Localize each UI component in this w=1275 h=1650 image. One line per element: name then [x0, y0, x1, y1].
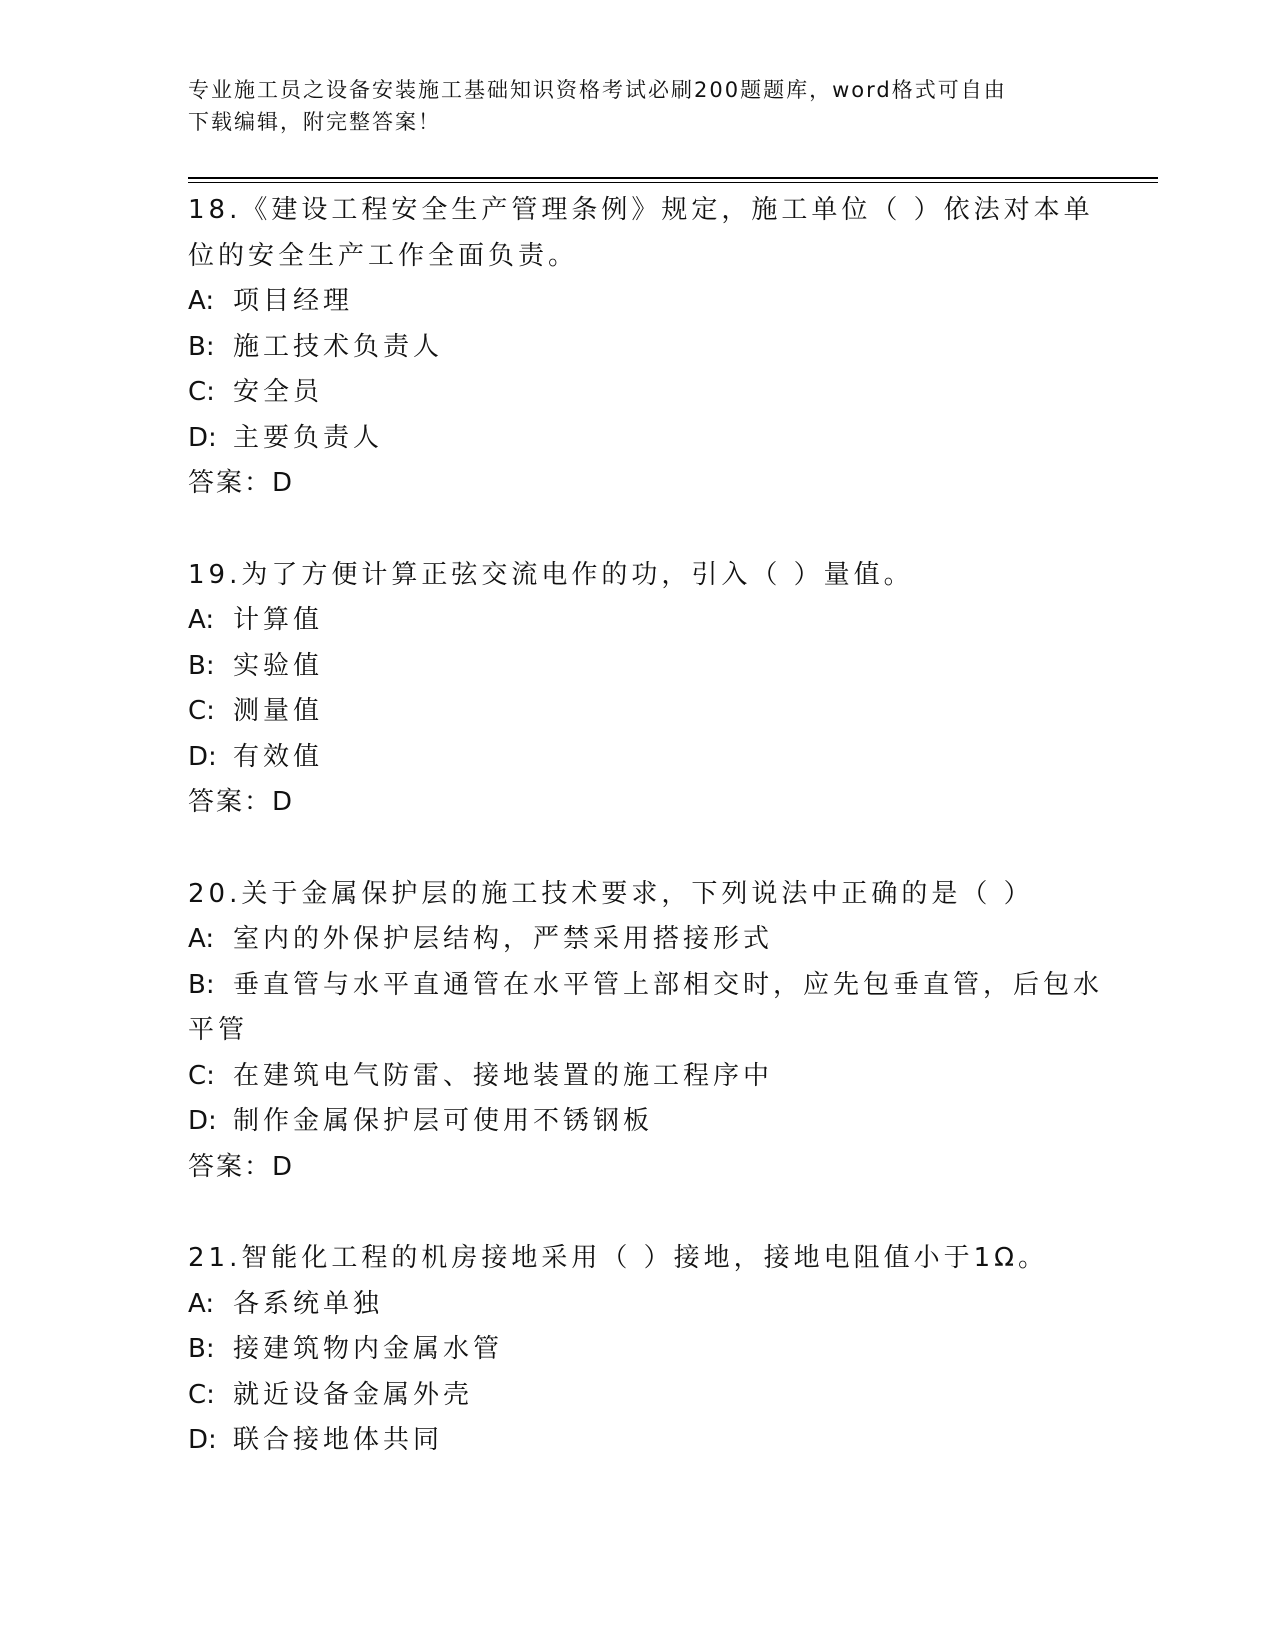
option-letter: D:: [188, 1425, 217, 1455]
question-19: [188, 553, 1088, 826]
option-d: [188, 1418, 1088, 1464]
option-b: [188, 325, 1088, 371]
header-line-1: 专业施工员之设备安装施工基础知识资格考试必刷200题题库，word格式可自由: [188, 78, 1007, 102]
option-letter: A:: [188, 1288, 215, 1319]
option-letter: B:: [188, 969, 215, 1000]
option-letter: A:: [188, 605, 215, 635]
option-text: 在建筑电气防雷、接地装置的施工程序中: [233, 1060, 774, 1091]
header-divider-thick: [188, 177, 1158, 179]
question-21: [188, 1236, 1088, 1464]
option-b: [188, 1327, 1088, 1373]
question-20: [188, 872, 1104, 1191]
option-letter: C:: [188, 1379, 215, 1410]
question-stem-line: 18.《建设工程安全生产管理条例》规定，施工单位（ ）依法对本单: [188, 195, 1094, 225]
option-d: [188, 735, 1088, 781]
option-letter: D:: [188, 422, 217, 453]
option-text: 安全员: [233, 377, 324, 407]
question-stem-line: 19.为了方便计算正弦交流电作的功，引入（ ）量值。: [188, 559, 914, 590]
option-text: 计算值: [233, 605, 324, 635]
option-text: 联合接地体共同: [233, 1425, 444, 1455]
option-letter: B:: [188, 1334, 215, 1364]
option-a: [188, 598, 1088, 644]
option-d: [188, 416, 1088, 462]
option-letter: C:: [188, 696, 215, 726]
option-letter: A:: [188, 924, 215, 954]
option-letter: C:: [188, 1060, 215, 1091]
option-letter: B:: [188, 331, 215, 362]
option-text: 有效值: [233, 741, 324, 772]
header-line-2: 下载编辑，附完整答案！: [188, 110, 441, 134]
option-letter: A:: [188, 286, 215, 316]
option-c: [188, 370, 1088, 416]
option-letter: C:: [188, 377, 215, 407]
option-a: [188, 1282, 1088, 1328]
question-stem-line: 21.智能化工程的机房接地采用（ ）接地，接地电阻值小于1Ω。: [188, 1243, 1049, 1273]
document-header: [188, 74, 1068, 138]
answer-label: 答案：D: [188, 1151, 295, 1182]
option-text: 室内的外保护层结构，严禁采用搭接形式: [233, 924, 774, 954]
option-a: [188, 279, 1088, 325]
option-text: 项目经理: [233, 286, 354, 316]
option-c: [188, 689, 1088, 735]
option-c: [188, 1054, 1088, 1100]
option-text: 垂直管与水平直通管在水平管上部相交时，应先包垂直管，后包水: [233, 969, 1104, 1000]
option-text: 施工技术负责人: [233, 331, 444, 362]
option-text: 各系统单独: [233, 1288, 384, 1319]
question-stem-line: 20.关于金属保护层的施工技术要求，下列说法中正确的是（ ）: [188, 878, 1034, 909]
option-letter: B:: [188, 650, 215, 681]
answer-label: 答案：D: [188, 468, 295, 498]
option-text: 主要负责人: [233, 422, 384, 453]
option-a: [188, 917, 1088, 963]
option-text: 测量值: [233, 696, 324, 726]
option-c: [188, 1373, 1088, 1419]
option-text: 接建筑物内金属水管: [233, 1334, 504, 1364]
answer-label: 答案：D: [188, 787, 295, 817]
option-d: [188, 1099, 1088, 1145]
question-list: [188, 188, 1104, 1464]
question-stem-line: 位的安全生产工作全面负责。: [188, 240, 579, 271]
option-b: [188, 644, 1088, 690]
option-b: [188, 963, 1104, 1009]
header-divider-thin: [188, 182, 1158, 183]
option-text: 就近设备金属外壳: [233, 1379, 474, 1410]
option-letter: D:: [188, 741, 217, 772]
question-18: [188, 188, 1094, 507]
option-text: 实验值: [233, 650, 324, 681]
option-letter: D:: [188, 1106, 217, 1136]
option-b-continued: 平管: [188, 1015, 249, 1045]
option-text: 制作金属保护层可使用不锈钢板: [233, 1106, 654, 1136]
